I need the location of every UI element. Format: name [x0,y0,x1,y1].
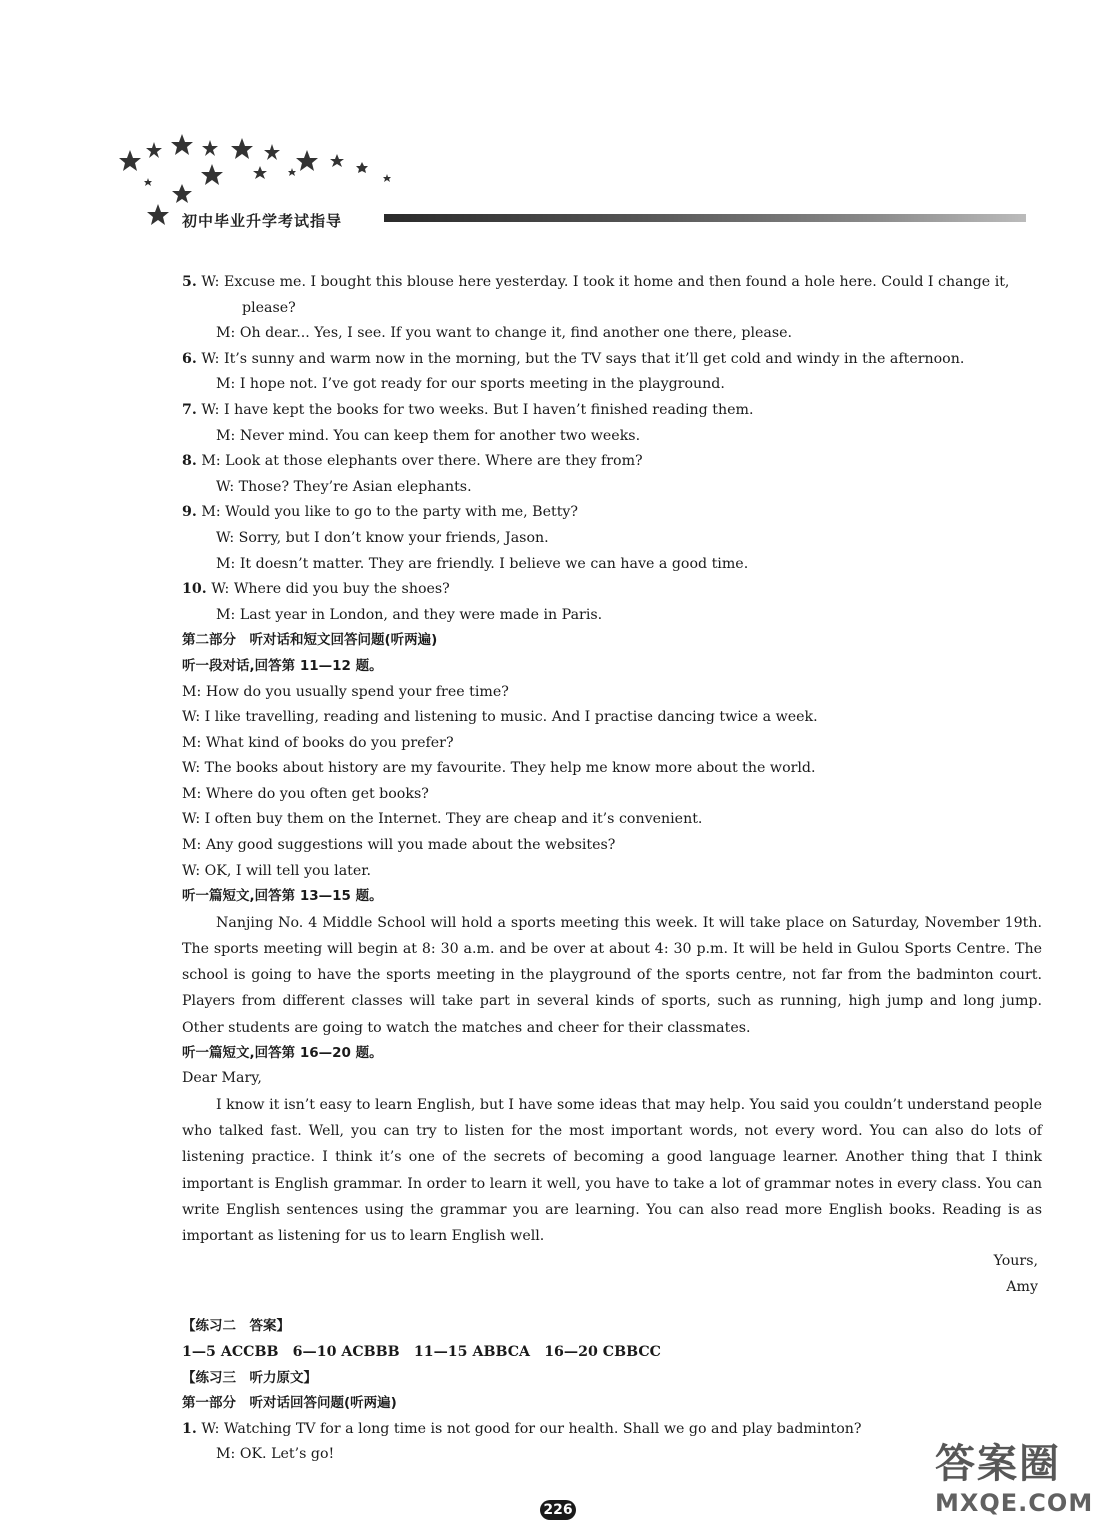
conversation-line: M: What kind of books do you prefer? [182,734,454,751]
item-number: 10. [182,581,207,598]
watermark-url: MXQE.COM [935,1489,1094,1517]
page-number: 226 [540,1500,576,1520]
letter-closing: Yours, [993,1253,1038,1270]
conversation-line: W: OK, I will tell you later. [182,862,371,879]
conversation-line: W: The books about history are my favourite. They help me know more about the world. [182,760,816,777]
exercise-3-dialogue-1-line-1 [182,1417,1042,1443]
dialogue-text: W: It’s sunny and warm now in the morning, but the TV says that it’ll get cold and windy in the afternoon. [201,350,965,367]
dialogue-9-line-1 [182,500,1042,526]
conversation-line: M: How do you usually spend your free time? [182,683,509,700]
dialogue-6-line-1 [182,347,1042,373]
dialogue-text: W: Watching TV for a long time is not good for our health. Shall we go and play badminton? [201,1420,862,1437]
answer-key: 1—5 ACCBB 6—10 ACBBB 11—15 ABBCA 16—20 CBBCC [182,1344,661,1361]
exercise-3-heading: 【练习三 听力原文】 [182,1369,317,1386]
dialogue-10-line-2: M: Last year in London, and they were made in Paris. [216,606,603,623]
watermark [935,1440,1105,1535]
item-number: 5. [182,274,197,290]
dialogue-5-line-3: M: Oh dear... Yes, I see. If you want to change it, find another one there, please. [216,325,793,342]
dialogue-8-line-2: W: Those? They’re Asian elephants. [216,478,472,495]
letter-signature: Amy [1006,1278,1038,1295]
page-content [182,270,1042,1468]
dialogue-5-line-2: please? [242,299,296,316]
item-number: 6. [182,350,197,367]
header-rule [384,214,1026,222]
item-number: 7. [182,401,197,418]
answers-heading: 【练习二 答案】 [182,1318,290,1335]
item-number: 9. [182,504,197,521]
item-number: 8. [182,453,197,470]
passage-1-text: Nanjing No. 4 Middle School will hold a sports meeting this week. It will take place on Saturday, November 19th. The sports meeting will begin at 8: 30 a.m. and be over at about 4: 30 p.m. It will be held in Gulou Sports Centre. The school is going to have the sports meeting in the playground of the sports centre, not far from the badminton court. Players from different classes will take part in several kinds of sports, such as running, high jump and long jump. Other students are going to watch the matches and cheer for their classmates. [182,914,1042,1036]
conversation-line: M: Where do you often get books? [182,785,429,802]
letter-salutation: Dear Mary, [182,1070,262,1087]
dialogue-7-line-2: M: Never mind. You can keep them for another two weeks. [216,427,641,444]
dialogue-8-line-1 [182,449,1042,475]
spacer [182,1300,1042,1314]
conversation-line: W: I often buy them on the Internet. They are cheap and it’s convenient. [182,811,703,828]
passage-2-heading: 听一篇短文,回答第 16—20 题。 [182,1044,383,1061]
watermark-text: 答案圈 [935,1441,1061,1487]
dialogue-10-line-1 [182,577,1042,603]
dialogue-9-line-2: W: Sorry, but I don’t know your friends, Jason. [216,529,549,546]
dialogue-text: W: Where did you buy the shoes? [211,581,450,598]
section-heading-part-2: 第二部分 听对话和短文回答问题(听两遍) [182,632,438,649]
dialogue-5-line-1 [182,270,1042,296]
dialogue-text: W: I have kept the books for two weeks. But I haven’t finished reading them. [201,401,754,418]
conversation-line: M: Any good suggestions will you made about the websites? [182,837,616,854]
dialogue-6-line-2: M: I hope not. I’ve got ready for our sports meeting in the playground. [216,376,725,393]
dialogue-7-line-1 [182,398,1042,424]
dialogue-text: M: Would you like to go to the party with me, Betty? [201,504,579,521]
exercise-3-dialogue-1-line-2: M: OK. Let’s go! [216,1446,335,1463]
dialogue-text: M: Look at those elephants over there. Where are they from? [201,453,643,470]
dialogue-9-line-3: M: It doesn’t matter. They are friendly. I believe we can have a good time. [216,555,749,572]
letter-body: I know it isn’t easy to learn English, but I have some ideas that may help. You said you couldn’t understand people who talked fast. Well, you can try to listen for the most important words, not every word. You can also do lots of listening practice. I think it’s one of the secrets of becoming a good language learner. Another thing that I think important is English grammar. In order to learn it well, you have to take a lot of grammar notes in every class. You can write English sentences using the grammar you are learning. You can also read more English books. Reading is as important as listening for us to learn English well. [182,1097,1042,1245]
conversation-line: W: I like travelling, reading and listening to music. And I practise dancing twice a week. [182,709,818,726]
item-number: 1. [182,1420,197,1437]
dialogue-text: W: Excuse me. I bought this blouse here yesterday. I took it home and then found a hole here. Could I change it, [201,274,1010,290]
header-title: 初中毕业升学考试指导 [182,212,343,230]
dialogue-heading: 听一段对话,回答第 11—12 题。 [182,657,383,674]
passage-1-heading: 听一篇短文,回答第 13—15 题。 [182,888,383,905]
section-heading-part-1: 第一部分 听对话回答问题(听两遍) [182,1395,397,1412]
